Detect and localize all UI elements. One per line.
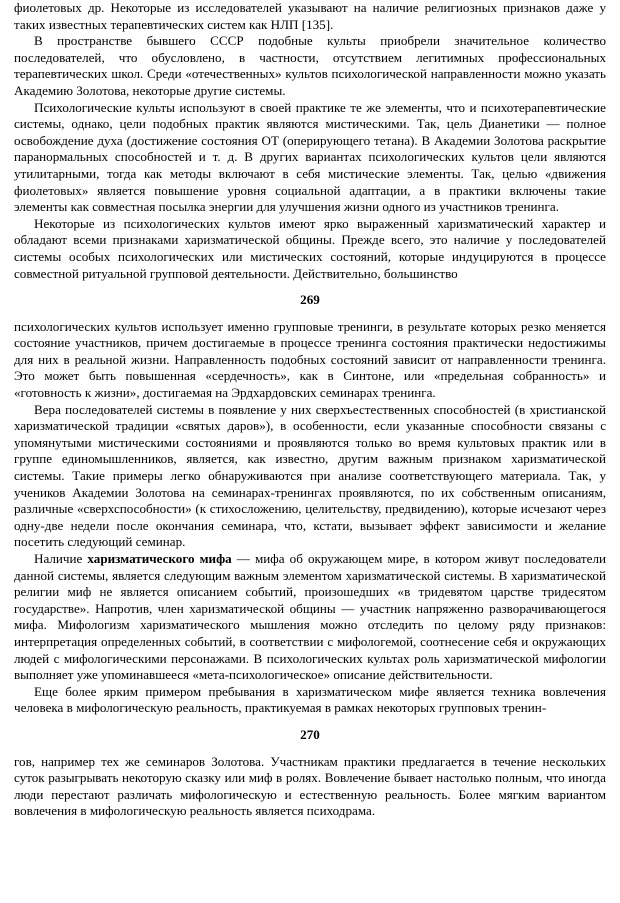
paragraph-7 xyxy=(14,551,606,684)
paragraph-8: Еще более ярким примером пребывания в харизматическом мифе является техника вовлечения человека в мифологическую реальность, практикуемая в рамках некоторых групповых тренин- xyxy=(14,683,606,716)
paragraph-6: Вера последователей системы в появление у них сверхъестественных способностей (в христианской харизматической традиции «святых даров»), в особенности, если указанные способности связаны с упомянутыми мистическими состояниями и проявляются только во время культовых практик или в группе единомышленников, является, как известно, другим важным признаком харизматической системы. Такие примеры легко обнаруживаются при анализе соответствующего материала. Так, у учеников Академии Золотова на семинарах-тренингах проявляются, по их собственным описаниям, различные «сверхспособности» (к стихосложению, целительству, предвидению), которые исчезают через одну-две недели после окончания семинара, что, кстати, вызывает эффект зависимости и желание посетить следующий семинар. xyxy=(14,401,606,550)
paragraph-5: психологических культов использует именно групповые тренинги, в результате которых резко меняется состояние участников, причем достигаемые в процессе тренинга состояния практически недостижимы для них в реальной жизни. Направленность подобных состояний зависит от направленности тренинга. Это может быть повышенная «сердечность», как в Синтоне, или «предельная собранность» и «готовность к жизни», достигаемая на Эрдхардовских семинарах тренинга. xyxy=(14,318,606,401)
paragraph-7-lead: Наличие xyxy=(34,551,88,566)
paragraph-7-rest: — мифа об окружающем мире, в котором живут последователи данной системы, является следующим важным элементом харизматической системы. В харизматической религии миф не является описанием событий, произошедших «в тридевятом царстве тридесятом государстве». Напротив, член харизматической общины — участник напряженно разворачивающегося мифа. Мифологизм харизматического мышления можно отследить по целому ряду признаков: интерпретация определенных событий, в соответствии с мифологемой, соотнесение себя и окружающих людей с мифологическими персонажами. В психологических культах роль харизматической мифологии выполняет уже упоминавшееся «мета-психологическое» описание действительности. xyxy=(14,551,606,683)
paragraph-4: Некоторые из психологических культов имеют ярко выраженный харизматический характер и обладают всеми признаками харизматической общины. Прежде всего, это наличие у последователей системы особых психологических или мистических состояний, которые индуцируются в процессе совместной ритуальной групповой деятельности. Действительно, большинство xyxy=(14,215,606,281)
paragraph-1: фиолетовых др. Некоторые из исследователей указывают на наличие религиозных признаков даже у таких известных терапевтических систем как НЛП [135]. xyxy=(14,0,606,32)
paragraph-9: гов, например тех же семинаров Золотова. Участникам практики предлагается в течение нескольких суток разыгрывать некоторую сказку или миф в ролях. Вовлечение бывает настолько полным, что иногда люди перестают различать мифологическую и естественную реальность. Более мягким вариантом вовлечения в мифологическую реальность является психодрама. xyxy=(14,753,606,819)
page-number-270: 270 xyxy=(300,726,320,742)
paragraph-2: В пространстве бывшего СССР подобные культы приобрели значительное количество последователей, что обусловлено, в частности, отсутствием легитимных профессиональных терапевтических школ. Среди «отечественных» культов психологической направленности можно указать Академию Золотова, некоторые другие системы. xyxy=(14,33,606,98)
page-number-269: 269 xyxy=(300,292,320,308)
emphasis-charismatic-myth: харизматического мифа xyxy=(87,551,232,566)
paragraph-3: Психологические культы используют в своей практике те же элементы, что и психотерапевтические системы, однако, цели подобных практик являются мистическими. Так, цель Дианетики — полное освобождение духа (достижение состояния ОТ (оперирующего тетана). В Академии Золотова раскрытие паранормальных способностей и т. д. В других вариантах психологических культов цели являются утилитарными, тогда как методы включают в себя мистические элементы. Так, целью «движения фиолетовых» является повышение уровня социальной адаптации, а в практики включены такие элементы как совместная посылка энергии для улучшения жизни одного из участников тренинга. xyxy=(14,99,606,215)
